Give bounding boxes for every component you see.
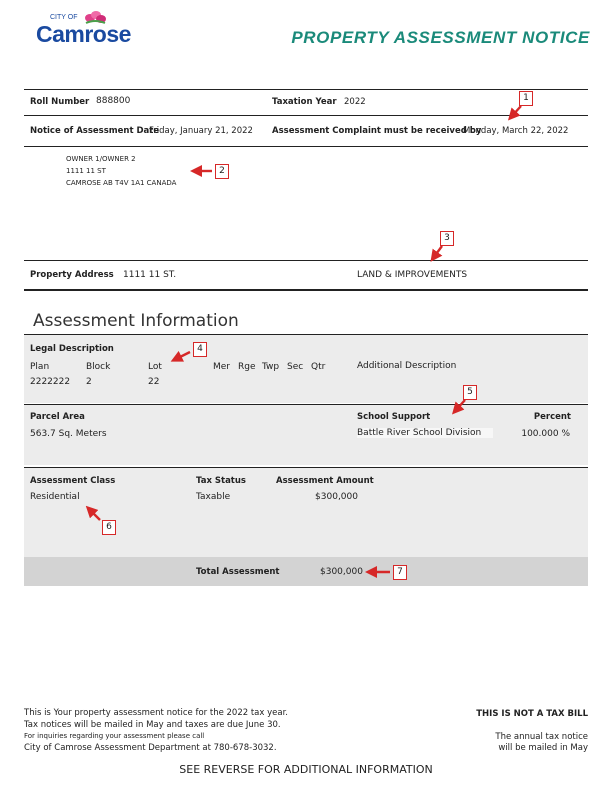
col-mer: Mer [213, 362, 231, 372]
total-assessment-value: $300,000 [320, 567, 363, 577]
roll-number-value: 888800 [96, 96, 131, 106]
see-reverse-text: SEE REVERSE FOR ADDITIONAL INFORMATION [179, 763, 433, 776]
section-heading: Assessment Information [33, 311, 239, 331]
logo-main-text: Camrose [36, 21, 131, 47]
callout-1: 1 [519, 91, 533, 106]
complaint-label: Assessment Complaint must be received by [272, 126, 482, 136]
col-sec: Sec [287, 362, 304, 372]
col-lot: Lot [148, 362, 162, 372]
block-value: 2 [86, 377, 92, 387]
property-type: LAND & IMPROVEMENTS [357, 270, 468, 280]
total-assessment-label: Total Assessment [196, 567, 280, 577]
col-block: Block [86, 362, 111, 372]
callout-4: 4 [193, 342, 207, 357]
taxation-year-label: Taxation Year [272, 97, 337, 107]
school-support-value: Battle River School Division [357, 428, 493, 438]
owner-name: OWNER 1/OWNER 2 [66, 155, 136, 163]
callout-3: 3 [440, 231, 454, 246]
col-rge: Rge [238, 362, 256, 372]
property-address-label: Property Address [30, 270, 114, 280]
assessment-amount-value: $300,000 [315, 492, 358, 502]
lot-value: 22 [148, 377, 160, 387]
annual-notice-line-2: will be mailed in May [498, 743, 588, 753]
footer-line-1: This is Your property assessment notice for the 2022 tax year. [24, 708, 289, 718]
assessment-class-label: Assessment Class [30, 476, 116, 486]
legal-label: Legal Description [30, 344, 114, 354]
not-tax-bill-label: THIS IS NOT A TAX BILL [476, 709, 588, 719]
plan-value: 2222222 [30, 377, 71, 387]
school-support-label: School Support [357, 412, 431, 422]
callout-2: 2 [215, 164, 229, 179]
footer-line-3: For inquiries regarding your assessment please call [24, 732, 205, 740]
assessment-class-value: Residential [30, 492, 80, 502]
page-title: PROPERTY ASSESSMENT NOTICE [291, 28, 590, 47]
complaint-date-value: Monday, March 22, 2022 [463, 126, 569, 136]
col-plan: Plan [30, 362, 50, 372]
roll-number-label: Roll Number [30, 97, 90, 107]
assessment-amount-label: Assessment Amount [276, 476, 374, 486]
logo-small-text: CITY OF [50, 14, 78, 21]
tax-status-value: Taxable [196, 492, 231, 502]
percent-value: 100.000 % [521, 429, 570, 439]
footer-line-4: City of Camrose Assessment Department at 780-678-3032. [24, 743, 277, 753]
footer-line-2: Tax notices will be mailed in May and taxes are due June 30. [24, 720, 281, 730]
col-qtr: Qtr [311, 362, 326, 372]
property-address-value: 1111 11 ST. [123, 270, 177, 280]
additional-description-label: Additional Description [357, 361, 457, 371]
annual-notice-line-1: The annual tax notice [495, 732, 588, 742]
parcel-area-label: Parcel Area [30, 412, 85, 422]
notice-date-label: Notice of Assessment Date [30, 126, 160, 136]
callout-5: 5 [463, 385, 477, 400]
percent-label: Percent [533, 412, 571, 422]
tax-status-label: Tax Status [196, 476, 246, 486]
col-twp: Twp [262, 362, 280, 372]
owner-street: 1111 11 ST [66, 167, 106, 175]
taxation-year-value: 2022 [344, 97, 366, 107]
notice-date-value: Friday, January 21, 2022 [149, 126, 253, 136]
parcel-area-value: 563.7 Sq. Meters [30, 429, 107, 439]
callout-7: 7 [393, 565, 407, 580]
callout-6: 6 [102, 520, 116, 535]
owner-city: CAMROSE AB T4V 1A1 CANADA [66, 179, 177, 187]
